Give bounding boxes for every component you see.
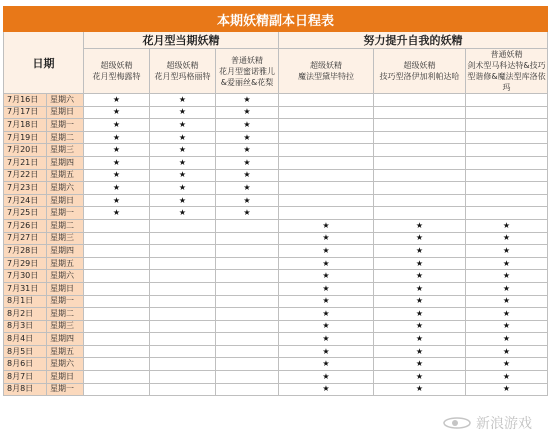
- table-row: [4, 182, 548, 195]
- star-mark: ★: [466, 245, 548, 258]
- empty-cell: [150, 308, 216, 321]
- date-cell: 7月18日: [4, 119, 47, 132]
- empty-cell: [150, 282, 216, 295]
- weekday-cell: 星期日: [47, 282, 84, 295]
- empty-cell: [84, 320, 150, 333]
- table-row: [4, 333, 548, 346]
- empty-cell: [374, 106, 466, 119]
- date-cell: 7月27日: [4, 232, 47, 245]
- empty-cell: [216, 295, 279, 308]
- column-type: 超级妖精: [100, 61, 133, 70]
- watermark-text: 新浪游戏: [476, 416, 532, 432]
- star-mark: ★: [466, 295, 548, 308]
- table-row: [4, 358, 548, 371]
- empty-cell: [279, 182, 374, 195]
- weekday-cell: 星期一: [47, 119, 84, 132]
- empty-cell: [84, 270, 150, 283]
- column-header: [466, 49, 548, 94]
- weekday-cell: 星期四: [47, 245, 84, 258]
- star-mark: ★: [84, 94, 150, 107]
- star-mark: ★: [84, 169, 150, 182]
- empty-cell: [279, 169, 374, 182]
- column-fairy-name: 魔法型黛毕特拉: [298, 72, 354, 81]
- date-cell: 7月30日: [4, 270, 47, 283]
- empty-cell: [216, 270, 279, 283]
- empty-cell: [216, 282, 279, 295]
- empty-cell: [466, 144, 548, 157]
- table-row: [4, 257, 548, 270]
- weekday-cell: 星期一: [47, 295, 84, 308]
- empty-cell: [150, 270, 216, 283]
- star-mark: ★: [374, 282, 466, 295]
- weekday-cell: 星期二: [47, 131, 84, 144]
- empty-cell: [374, 169, 466, 182]
- table-row: [4, 156, 548, 169]
- date-cell: 7月20日: [4, 144, 47, 157]
- table-row: [4, 371, 548, 384]
- star-mark: ★: [150, 156, 216, 169]
- star-mark: ★: [279, 333, 374, 346]
- empty-cell: [466, 169, 548, 182]
- date-cell: 7月21日: [4, 156, 47, 169]
- star-mark: ★: [84, 156, 150, 169]
- empty-cell: [466, 119, 548, 132]
- weekday-cell: 星期六: [47, 358, 84, 371]
- star-mark: ★: [279, 282, 374, 295]
- empty-cell: [216, 219, 279, 232]
- empty-cell: [216, 320, 279, 333]
- column-type: 普通妖精: [490, 50, 523, 59]
- star-mark: ★: [216, 94, 279, 107]
- star-mark: ★: [84, 131, 150, 144]
- empty-cell: [150, 383, 216, 396]
- empty-cell: [84, 345, 150, 358]
- table-row: [4, 94, 548, 107]
- empty-cell: [84, 232, 150, 245]
- empty-cell: [150, 257, 216, 270]
- star-mark: ★: [466, 371, 548, 384]
- date-cell: 8月3日: [4, 320, 47, 333]
- date-cell: 7月17日: [4, 106, 47, 119]
- column-fairy-name: 花月型梅露特: [92, 72, 141, 81]
- star-mark: ★: [216, 194, 279, 207]
- date-cell: 7月19日: [4, 131, 47, 144]
- table-row: [4, 245, 548, 258]
- column-header: [279, 49, 374, 94]
- empty-cell: [84, 371, 150, 384]
- table-row: [4, 106, 548, 119]
- table-row: [4, 232, 548, 245]
- column-type: 超级妖精: [166, 61, 199, 70]
- weekday-cell: 星期二: [47, 219, 84, 232]
- empty-cell: [466, 182, 548, 195]
- star-mark: ★: [374, 358, 466, 371]
- empty-cell: [466, 194, 548, 207]
- star-mark: ★: [216, 119, 279, 132]
- column-header: [150, 49, 216, 94]
- date-cell: 7月29日: [4, 257, 47, 270]
- empty-cell: [150, 345, 216, 358]
- empty-cell: [279, 156, 374, 169]
- empty-cell: [279, 207, 374, 220]
- empty-cell: [84, 383, 150, 396]
- empty-cell: [84, 282, 150, 295]
- watermark: [442, 413, 532, 433]
- star-mark: ★: [279, 270, 374, 283]
- empty-cell: [216, 333, 279, 346]
- weekday-cell: 星期四: [47, 333, 84, 346]
- star-mark: ★: [216, 169, 279, 182]
- weekday-cell: 星期五: [47, 169, 84, 182]
- weekday-cell: 星期二: [47, 308, 84, 321]
- star-mark: ★: [150, 144, 216, 157]
- star-mark: ★: [150, 106, 216, 119]
- empty-cell: [150, 245, 216, 258]
- star-mark: ★: [279, 345, 374, 358]
- star-mark: ★: [150, 182, 216, 195]
- star-mark: ★: [150, 94, 216, 107]
- weekday-cell: 星期一: [47, 383, 84, 396]
- empty-cell: [279, 119, 374, 132]
- empty-cell: [374, 94, 466, 107]
- table-row: [4, 282, 548, 295]
- star-mark: ★: [279, 383, 374, 396]
- weekday-cell: 星期三: [47, 144, 84, 157]
- date-cell: 8月7日: [4, 371, 47, 384]
- date-header: 日期: [4, 32, 84, 94]
- weekday-cell: 星期三: [47, 232, 84, 245]
- empty-cell: [84, 333, 150, 346]
- weekday-cell: 星期日: [47, 371, 84, 384]
- date-cell: 8月4日: [4, 333, 47, 346]
- empty-cell: [84, 295, 150, 308]
- empty-cell: [216, 257, 279, 270]
- table-row: [4, 383, 548, 396]
- star-mark: ★: [374, 245, 466, 258]
- empty-cell: [84, 219, 150, 232]
- table-row: [4, 320, 548, 333]
- empty-cell: [216, 245, 279, 258]
- group-header-improve: 努力提升自我的妖精: [279, 32, 548, 49]
- empty-cell: [84, 308, 150, 321]
- star-mark: ★: [216, 144, 279, 157]
- star-mark: ★: [374, 295, 466, 308]
- column-fairy-name: 剑术型马科达特&技巧型谐修&魔法型库洛依玛: [467, 61, 546, 92]
- date-cell: 8月8日: [4, 383, 47, 396]
- empty-cell: [374, 182, 466, 195]
- empty-cell: [150, 333, 216, 346]
- date-cell: 7月16日: [4, 94, 47, 107]
- weekday-cell: 星期六: [47, 182, 84, 195]
- column-header: [216, 49, 279, 94]
- column-header: [374, 49, 466, 94]
- empty-cell: [150, 371, 216, 384]
- star-mark: ★: [466, 333, 548, 346]
- schedule-body: [4, 94, 548, 396]
- star-mark: ★: [466, 232, 548, 245]
- star-mark: ★: [279, 295, 374, 308]
- star-mark: ★: [150, 207, 216, 220]
- star-mark: ★: [84, 144, 150, 157]
- weekday-cell: 星期六: [47, 270, 84, 283]
- table-row: [4, 131, 548, 144]
- star-mark: ★: [279, 308, 374, 321]
- star-mark: ★: [84, 207, 150, 220]
- date-cell: 8月5日: [4, 345, 47, 358]
- empty-cell: [84, 358, 150, 371]
- empty-cell: [374, 131, 466, 144]
- table-row: [4, 295, 548, 308]
- star-mark: ★: [279, 219, 374, 232]
- star-mark: ★: [279, 245, 374, 258]
- table-row: [4, 207, 548, 220]
- empty-cell: [150, 358, 216, 371]
- date-cell: 7月26日: [4, 219, 47, 232]
- empty-cell: [279, 144, 374, 157]
- star-mark: ★: [216, 131, 279, 144]
- column-type: 超级妖精: [403, 61, 436, 70]
- date-cell: 7月24日: [4, 194, 47, 207]
- star-mark: ★: [374, 345, 466, 358]
- empty-cell: [466, 156, 548, 169]
- column-fairy-name: 花月型玛格丽特: [154, 72, 211, 81]
- empty-cell: [84, 245, 150, 258]
- star-mark: ★: [466, 320, 548, 333]
- date-cell: 7月31日: [4, 282, 47, 295]
- star-mark: ★: [279, 232, 374, 245]
- table-row: [4, 308, 548, 321]
- date-cell: 7月25日: [4, 207, 47, 220]
- empty-cell: [216, 383, 279, 396]
- empty-cell: [374, 194, 466, 207]
- table-row: [4, 169, 548, 182]
- table-row: [4, 345, 548, 358]
- empty-cell: [374, 207, 466, 220]
- weekday-cell: 星期三: [47, 320, 84, 333]
- empty-cell: [216, 345, 279, 358]
- star-mark: ★: [279, 320, 374, 333]
- table-row: [4, 219, 548, 232]
- empty-cell: [279, 106, 374, 119]
- empty-cell: [150, 295, 216, 308]
- weekday-cell: 星期一: [47, 207, 84, 220]
- column-fairy-name: 技巧型洛伊加利帕达哈: [379, 72, 460, 81]
- column-type: 超级妖精: [310, 61, 342, 70]
- empty-cell: [216, 358, 279, 371]
- sina-logo-icon: [442, 416, 472, 430]
- star-mark: ★: [374, 371, 466, 384]
- empty-cell: [150, 232, 216, 245]
- star-mark: ★: [466, 308, 548, 321]
- column-header-row: [4, 49, 548, 94]
- date-cell: 7月23日: [4, 182, 47, 195]
- empty-cell: [279, 94, 374, 107]
- star-mark: ★: [466, 257, 548, 270]
- star-mark: ★: [150, 194, 216, 207]
- star-mark: ★: [374, 308, 466, 321]
- star-mark: ★: [216, 156, 279, 169]
- star-mark: ★: [279, 371, 374, 384]
- star-mark: ★: [374, 333, 466, 346]
- empty-cell: [84, 257, 150, 270]
- star-mark: ★: [466, 383, 548, 396]
- star-mark: ★: [216, 106, 279, 119]
- empty-cell: [466, 207, 548, 220]
- star-mark: ★: [84, 119, 150, 132]
- table-title: 本期妖精副本日程表: [4, 7, 548, 32]
- star-mark: ★: [279, 358, 374, 371]
- empty-cell: [150, 320, 216, 333]
- empty-cell: [279, 194, 374, 207]
- weekday-cell: 星期五: [47, 345, 84, 358]
- star-mark: ★: [466, 345, 548, 358]
- star-mark: ★: [84, 182, 150, 195]
- star-mark: ★: [150, 119, 216, 132]
- table-row: [4, 119, 548, 132]
- weekday-cell: 星期日: [47, 194, 84, 207]
- star-mark: ★: [374, 270, 466, 283]
- group-header-current: 花月型当期妖精: [84, 32, 279, 49]
- star-mark: ★: [374, 219, 466, 232]
- empty-cell: [216, 232, 279, 245]
- star-mark: ★: [466, 358, 548, 371]
- star-mark: ★: [374, 383, 466, 396]
- star-mark: ★: [279, 257, 374, 270]
- star-mark: ★: [466, 270, 548, 283]
- empty-cell: [374, 119, 466, 132]
- column-header: [84, 49, 150, 94]
- table-row: [4, 270, 548, 283]
- empty-cell: [150, 219, 216, 232]
- date-cell: 8月2日: [4, 308, 47, 321]
- star-mark: ★: [374, 232, 466, 245]
- weekday-cell: 星期四: [47, 156, 84, 169]
- empty-cell: [216, 308, 279, 321]
- weekday-cell: 星期六: [47, 94, 84, 107]
- date-cell: 8月1日: [4, 295, 47, 308]
- date-cell: 7月22日: [4, 169, 47, 182]
- empty-cell: [374, 156, 466, 169]
- empty-cell: [216, 371, 279, 384]
- weekday-cell: 星期日: [47, 106, 84, 119]
- empty-cell: [466, 94, 548, 107]
- schedule-table: [3, 6, 548, 396]
- table-row: [4, 144, 548, 157]
- empty-cell: [374, 144, 466, 157]
- star-mark: ★: [374, 257, 466, 270]
- empty-cell: [466, 106, 548, 119]
- empty-cell: [279, 131, 374, 144]
- star-mark: ★: [150, 131, 216, 144]
- date-cell: 7月28日: [4, 245, 47, 258]
- star-mark: ★: [374, 320, 466, 333]
- star-mark: ★: [150, 169, 216, 182]
- table-row: [4, 194, 548, 207]
- star-mark: ★: [466, 282, 548, 295]
- star-mark: ★: [466, 219, 548, 232]
- star-mark: ★: [216, 207, 279, 220]
- weekday-cell: 星期五: [47, 257, 84, 270]
- empty-cell: [466, 131, 548, 144]
- star-mark: ★: [216, 182, 279, 195]
- column-fairy-name: 花月型蜜诺雅儿&爱丽丝&花梨: [219, 66, 275, 87]
- star-mark: ★: [84, 194, 150, 207]
- star-mark: ★: [84, 106, 150, 119]
- date-cell: 8月6日: [4, 358, 47, 371]
- column-type: 普通妖精: [231, 55, 263, 65]
